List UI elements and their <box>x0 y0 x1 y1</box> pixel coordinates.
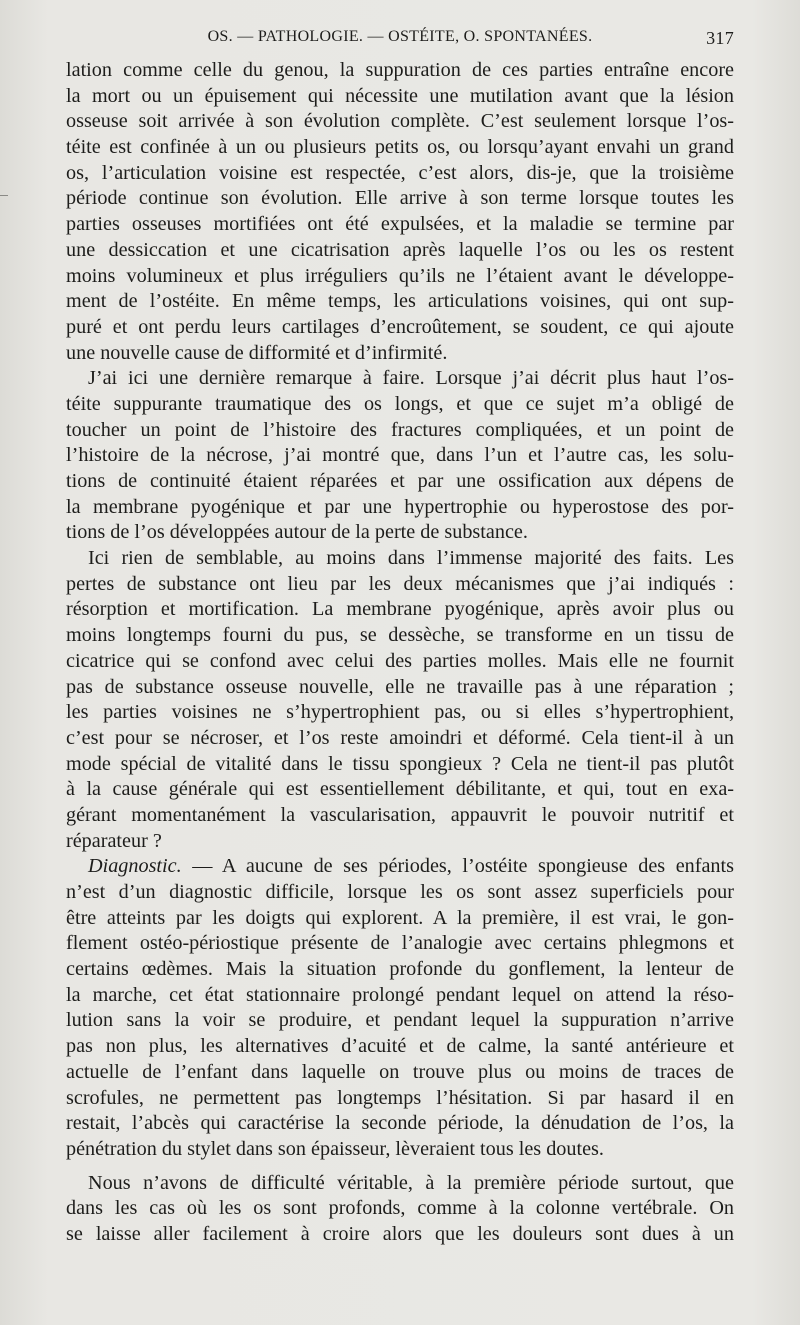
text-line: se laisse aller facilement à croire alors que les douleurs sont dues à un <box>66 1222 734 1245</box>
text-line: l’histoire de la nécrose, j’ai montré que, dans l’un et l’autre cas, les solu- <box>66 444 734 467</box>
text-line: Nous n’avons de difficulté véritable, à la première période surtout, que <box>88 1171 734 1194</box>
margin-mark <box>0 195 8 196</box>
text-line: téite est confinée à un ou plusieurs petits os, ou lorsqu’ayant envahi un grand <box>66 136 734 159</box>
text-line: os, l’articulation voisine est respectée, c’est alors, dis-je, que la troisième <box>66 161 734 184</box>
paragraph <box>66 1171 734 1248</box>
text-line: actuelle de l’enfant dans laquelle on trouve plus ou moins de traces de <box>66 1060 734 1083</box>
text-line: mode spécial de vitalité dans le tissu spongieux ? Cela ne tient-il pas plutôt <box>66 752 734 775</box>
text-line: c’est pour se nécroser, et l’os reste amoindri et déformé. Cela tient-il à un <box>66 726 734 749</box>
paragraph-diagnostic <box>66 854 734 1162</box>
text-line: puré et ont perdu leurs cartilages d’encroûtement, se soudent, ce qui ajoute <box>66 315 734 338</box>
paragraph-gap <box>66 1163 734 1171</box>
text-line: pertes de substance ont lieu par les deux mécanismes que j’ai indiqués : <box>66 572 734 595</box>
text-line: osseuse soit arrivée à son évolution complète. C’est seulement lorsque l’os- <box>66 110 734 133</box>
body-text <box>66 58 734 1248</box>
text-line: la marche, cet état stationnaire prolongé pendant lequel on attend la réso- <box>66 983 734 1006</box>
text-line: flement ostéo-périostique présente de l’analogie avec certains phlegmons et <box>66 932 734 955</box>
text-line: gérant momentanément la vascularisation, appauvrit le pouvoir nutritif et <box>66 803 734 826</box>
text-line: réparateur ? <box>66 829 162 852</box>
text-line: une nouvelle cause de difformité et d’infirmité. <box>66 341 448 364</box>
text-line: restait, l’abcès qui caractérise la seconde période, la dénudation de l’os, la <box>66 1112 734 1135</box>
text-line: pas non plus, les alternatives d’acuité et de calme, la santé antérieure et <box>66 1035 734 1058</box>
text-line: n’est d’un diagnostic difficile, lorsque les os sont assez superficiels pour <box>66 881 734 903</box>
text-line: pénétration du stylet dans son épaisseur, lèveraient tous les doutes. <box>66 1137 604 1160</box>
text-line: J’ai ici une dernière remarque à faire. Lorsque j’ai décrit plus haut l’os- <box>88 367 734 390</box>
text-line: ment de l’ostéite. En même temps, les articulations voisines, qui ont sup- <box>66 290 734 313</box>
running-head <box>66 26 734 54</box>
text-line: dans les cas où les os sont profonds, comme à la colonne vertébrale. On <box>66 1197 734 1220</box>
text-line: certains œdèmes. Mais la situation profonde du gonflement, la lenteur de <box>66 958 734 981</box>
text-line: Ici rien de semblable, au moins dans l’immense majorité des faits. Les <box>88 547 734 570</box>
text-line: la membrane pyogénique et par une hypertrophie ou hyperostose des por- <box>66 495 734 518</box>
paragraph <box>66 58 734 366</box>
page-number: 317 <box>706 28 734 48</box>
text-line: résorption et mortification. La membrane pyogénique, après avoir plus ou <box>66 598 734 621</box>
text-line: cicatrice qui se confond avec celui des parties molles. Mais elle ne fournit <box>66 649 734 672</box>
text-line: les parties voisines ne s’hypertrophient pas, ou si elles s’hypertrophient, <box>66 701 734 724</box>
text-line: tions de continuité étaient réparées et par une ossification aux dépens de <box>66 470 734 492</box>
running-head-title: OS. — PATHOLOGIE. — OSTÉITE, O. SPONTANÉES. <box>207 28 593 45</box>
text-line: tions de l’os développées autour de la perte de substance. <box>66 521 528 544</box>
text-line: scrofules, ne permettent pas longtemps l’hésitation. Si par hasard il en <box>66 1086 734 1109</box>
text-line: période continue son évolution. Elle arrive à son terme lorsque toutes les <box>66 187 734 210</box>
text-line: téite suppurante traumatique des os longs, et que ce sujet m’a obligé de <box>66 392 734 415</box>
text-line: moins volumineux et plus irréguliers qu’ils ne l’étaient avant le développe- <box>66 264 734 287</box>
text-line: toucher un point de l’histoire des fractures compliquées, et un point de <box>66 418 734 441</box>
section-lead-diagnostic: Diagnostic. <box>88 855 182 878</box>
text-line: être atteints par les doigts qui explorent. A la première, il est vrai, le gon- <box>66 906 734 929</box>
text-line: lation comme celle du genou, la suppuration de ces parties entraîne encore <box>66 59 734 81</box>
text-line: moins longtemps fourni du pus, se dessèche, se transforme en un tissu de <box>66 624 734 647</box>
paragraph <box>66 546 734 854</box>
text-line: pas de substance osseuse nouvelle, elle ne travaille pas à une réparation ; <box>66 675 734 698</box>
text-line: à la cause générale qui est essentiellement débilitante, et qui, tout en exa- <box>66 778 734 801</box>
text-fragment: — A aucune de ses périodes, l’ostéite spongieuse des enfants <box>181 855 734 878</box>
paragraph <box>66 366 734 546</box>
text-line: la mort ou un épuisement qui nécessite une mutilation avant que la lésion <box>66 84 734 107</box>
text-line: une dessiccation et une cicatrisation après laquelle l’os ou les os restent <box>66 238 734 261</box>
text-line: parties osseuses mortifiées ont été expulsées, et la maladie se termine par <box>66 213 734 236</box>
text-line: lution sans la voir se produire, et pendant lequel la suppuration n’arrive <box>66 1009 734 1032</box>
text-line <box>66 854 734 880</box>
